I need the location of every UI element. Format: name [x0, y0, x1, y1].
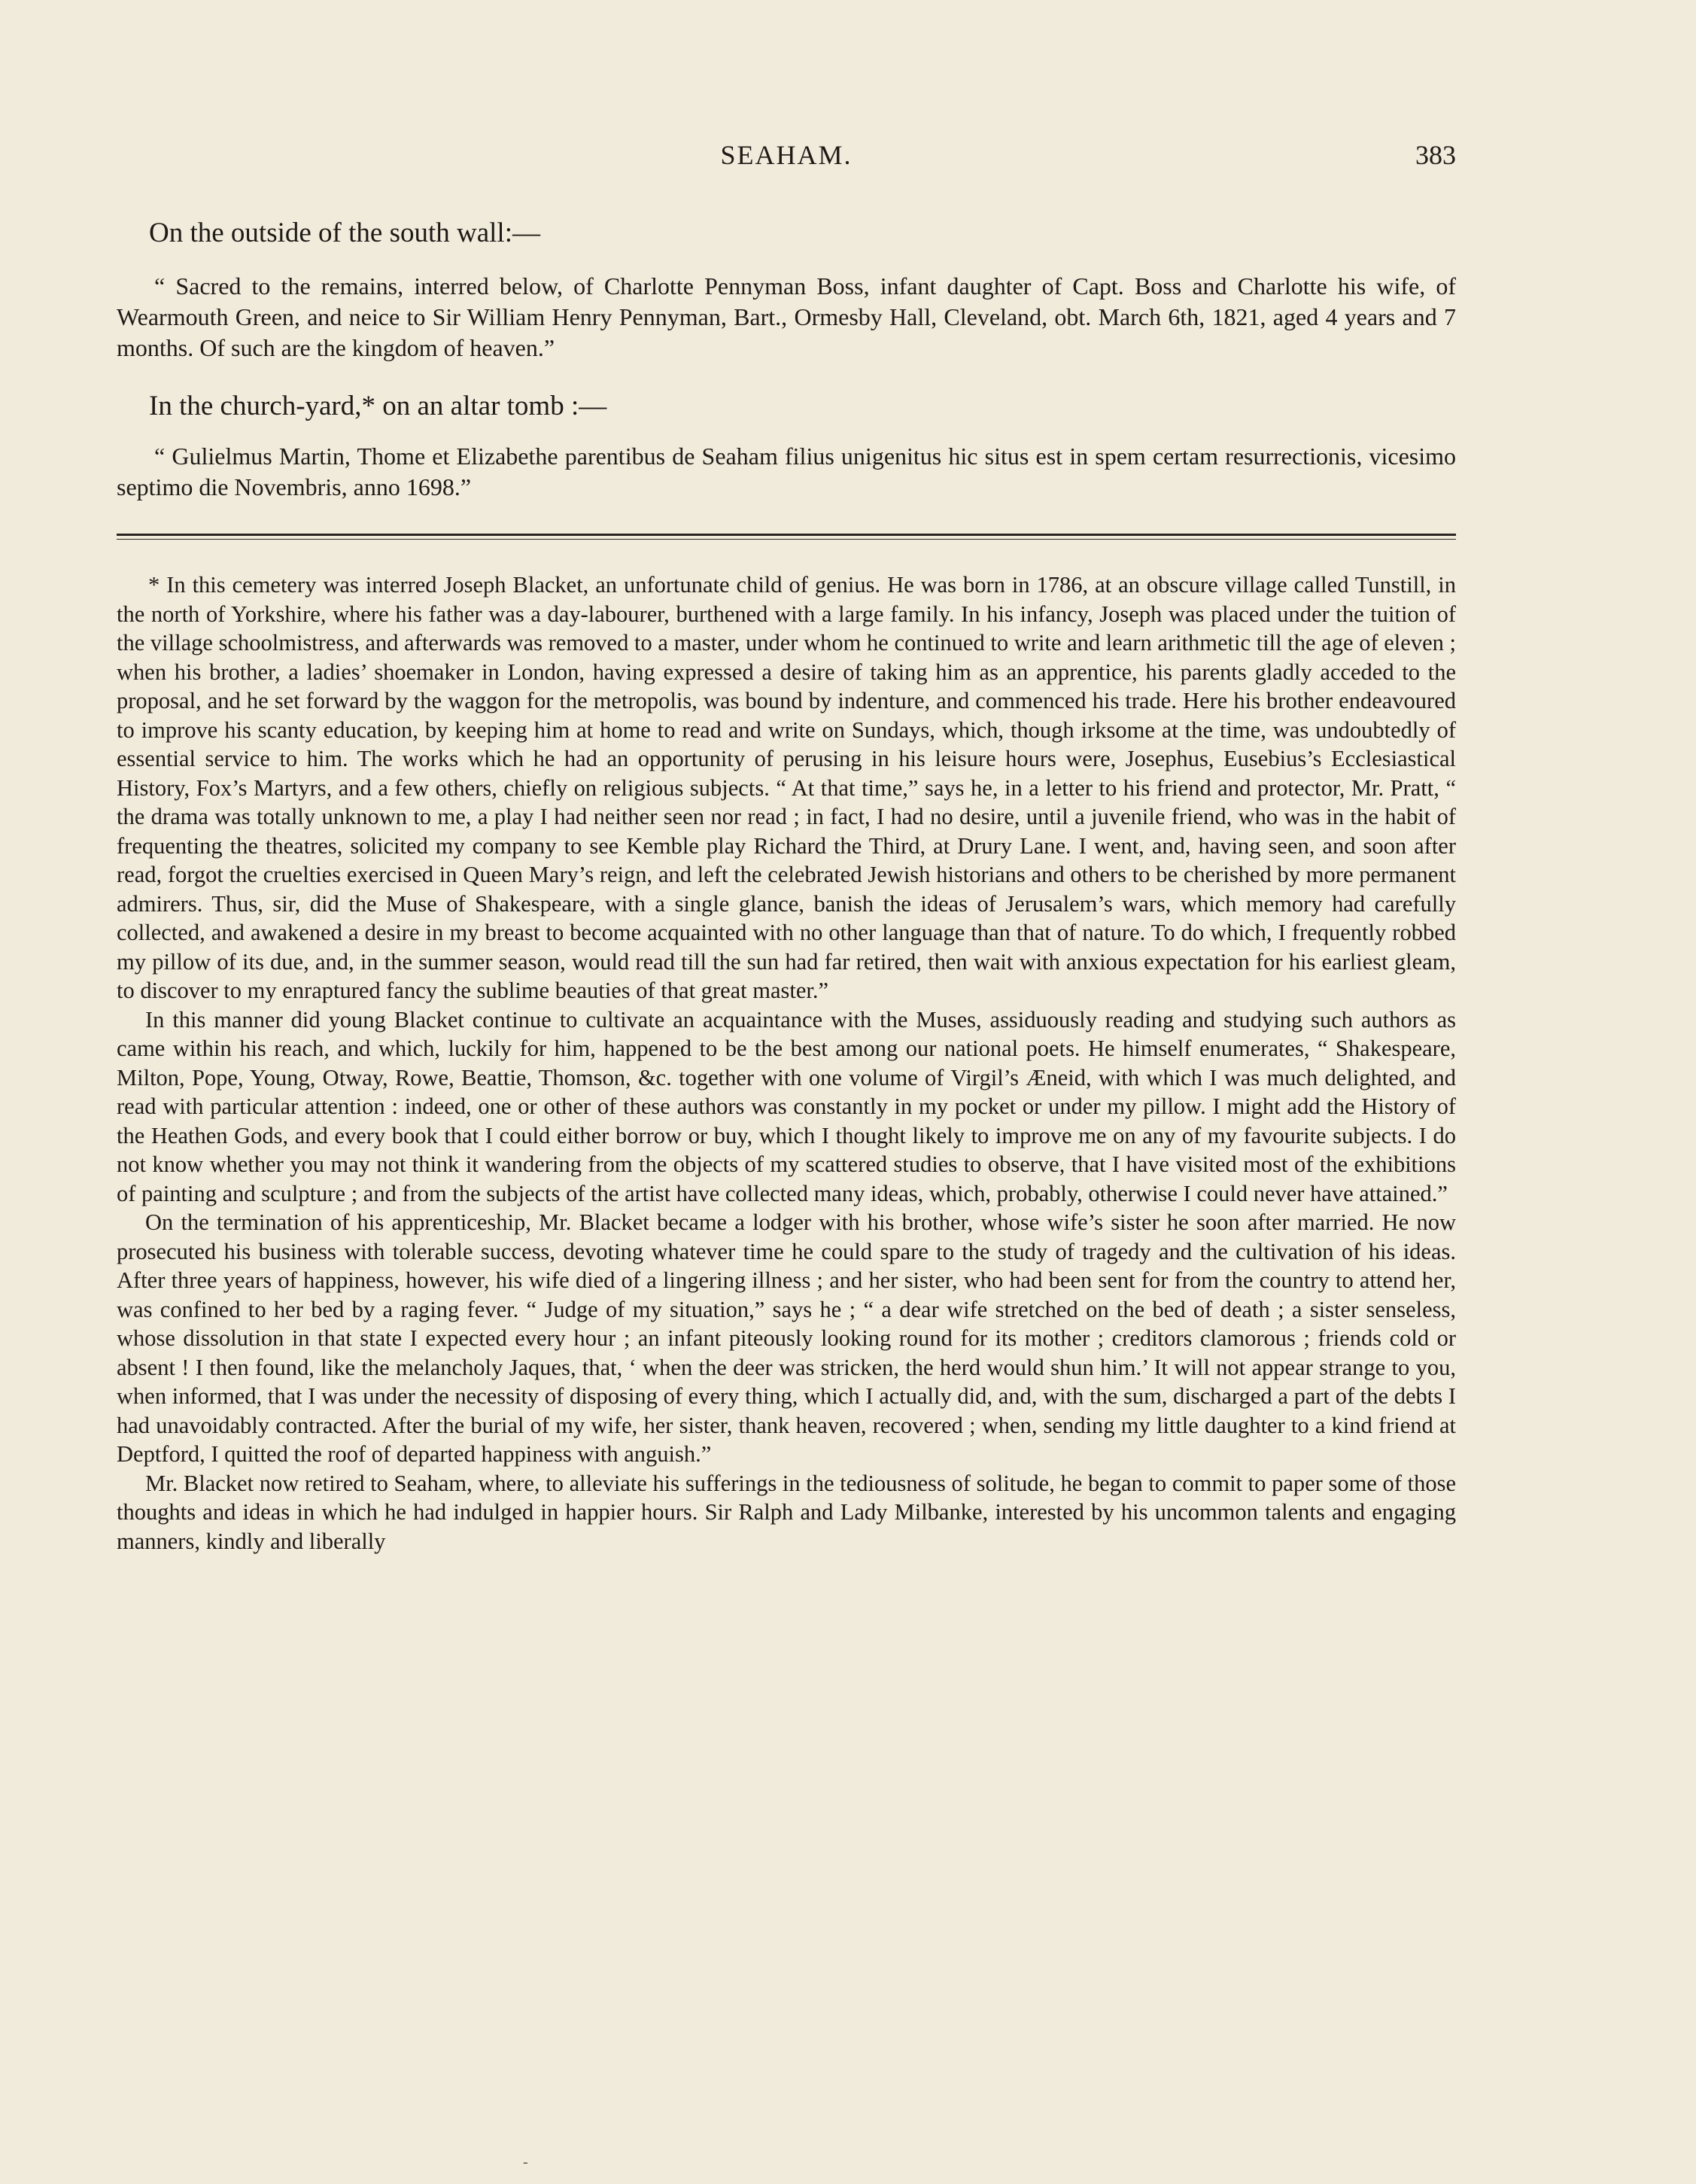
- footnote-paragraph: On the termination of his apprenticeship, Mr. Blacket became a lodger with his brother, whose wife’s sister he soon after married. He now prosecuted his business with tolerable success, devoting whatever time he could spare to the study of tragedy and the cultivation of his ideas. After three years of happiness, however, his wife died of a lingering illness ; and her sister, who had been sent for from the country to attend her, was confined to her bed by a raging fever. “ Judge of my situation,” says he ; “ a dear wife stretched on the bed of death ; a sister senseless, whose dissolution in that state I expected every hour ; an infant piteously looking round for its mother ; creditors clamorous ; friends cold or absent ! I then found, like the melancholy Jaques, that, ‘ when the deer was stricken, the herd would shun him.’ It will not appear strange to you, when informed, that I was under the necessity of disposing of every thing, which I actually did, and, with the sum, discharged a part of the debts I had unavoidably contracted. After the burial of my wife, her sister, thank heaven, recovered ; when, sending my little daughter to a kind friend at Deptford, I quitted the roof of departed happiness with anguish.”: [117, 1209, 1456, 1467]
- footnote-rule-thin: [117, 539, 1456, 540]
- section-heading-church-yard: In the church-yard,* on an altar tomb :—: [149, 391, 607, 421]
- section-heading-south-wall: On the outside of the south wall:—: [149, 217, 540, 248]
- footnote-paragraph: In this manner did young Blacket continue to cultivate an acquaintance with the Muses, assiduously reading and studying such authors as came within his reach, and which, luckily for him, happened to be the best among our national poets. He himself enumerates, “ Shakespeare, Milton, Pope, Young, Otway, Rowe, Beattie, Thomson, &c. together with one volume of Virgil’s Æneid, with which I was much delighted, and read with particular attention : indeed, one or other of these authors was constantly in my pocket or under my pillow. I might add the History of the Heathen Gods, and every book that I could either borrow or buy, which I thought likely to improve me on any of my favourite subjects. I do not know whether you may not think it wandering from the objects of my scattered studies to observe, that I have visited most of the exhibitions of painting and sculpture ; and from the subjects of the artist have collected many ideas, which, probably, otherwise I could never have attained.”: [117, 1006, 1456, 1206]
- footnote-rule-thick: [117, 534, 1456, 536]
- running-head: [117, 139, 1456, 177]
- footnote-paragraph: Mr. Blacket now retired to Seaham, where, to alleviate his sufferings in the tediousness of solitude, he began to commit to paper some of those thoughts and ideas in which he had indulged in happier hours. Sir Ralph and Lady Milbanke, interested by his uncommon talents and engaging manners, kindly and liberally: [117, 1470, 1456, 1554]
- running-title: SEAHAM.: [720, 140, 853, 170]
- footnote-paragraph: * In this cemetery was interred Joseph Blacket, an unfortunate child of genius. He was born in 1786, at an obscure village called Tunstill, in the north of Yorkshire, where his father was a day-labourer, burthened with a large family. In his infancy, Joseph was placed under the tuition of the village schoolmistress, and afterwards was removed to a master, under whom he continued to write and learn arithmetic till the age of eleven ; when his brother, a ladies’ shoemaker in London, having expressed a desire of taking him as an apprentice, his parents gladly acceded to the proposal, and he set forward by the waggon for the metropolis, was bound by indenture, and commenced his trade. Here his brother endeavoured to improve his scanty education, by keeping him at home to read and write on Sundays, which, though irksome at the time, was undoubtedly of essential service to him. The works which he had an opportunity of perusing in his leisure hours were, Josephus, Eusebius’s Ecclesiastical History, Fox’s Martyrs, and a few others, chiefly on religious subjects. “ At that time,” says he, in a letter to his friend and protector, Mr. Pratt, “ the drama was totally unknown to me, a play I had neither seen nor read ; in fact, I had no desire, until a juvenile friend, who was in the habit of frequenting the theatres, solicited my company to see Kemble play Richard the Third, at Drury Lane. I went, and, having seen, and soon after read, forgot the cruelties exercised in Queen Mary’s reign, and left the celebrated Jewish historians and others to be cherished by more permanent admirers. Thus, sir, did the Muse of Shakespeare, with a single glance, banish the ideas of Jerusalem’s wars, which memory had carefully collected, and awakened a desire in my breast to become acquainted with no other language than that of nature. To do which, I frequently robbed my pillow of its due, and, in the summer season, would read till the sun had far retired, then wait with anxious expectation for his earliest gleam, to discover to my enraptured fancy the sublime beauties of that great master.”: [117, 572, 1456, 1003]
- page-number: 383: [1415, 140, 1456, 170]
- inscription-martin: “ Gulielmus Martin, Thome et Elizabethe parentibus de Seaham filius unigenitus hic situs est in spem certam resurrectionis, vicesimo septimo die Novembris, anno 1698.”: [117, 443, 1456, 500]
- footnote-block: [117, 570, 1456, 1556]
- page-bottom-mark: -: [523, 2154, 528, 2170]
- inscription-boss: “ Sacred to the remains, interred below, of Charlotte Pennyman Boss, infant daughter of Capt. Boss and Charlotte his wife, of Wearmouth Green, and neice to Sir William Henry Pennyman, Bart., Ormesby Hall, Cleveland, obt. March 6th, 1821, aged 4 years and 7 months. Of such are the kingdom of heaven.”: [117, 272, 1456, 361]
